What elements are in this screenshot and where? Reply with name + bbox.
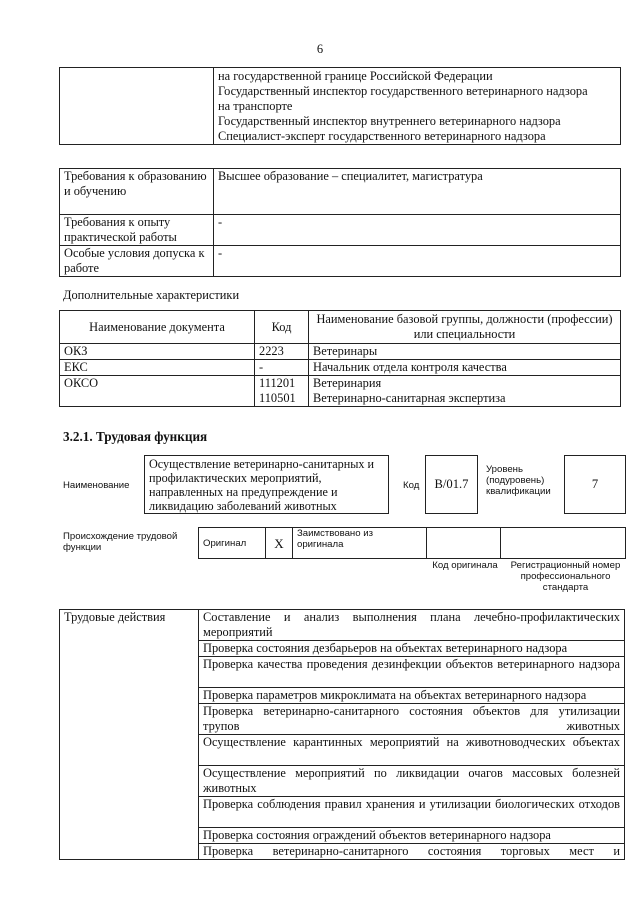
action-item: Проверка качества проведения дезинфекции объектов ветеринарного надзора bbox=[199, 657, 625, 688]
row-name: Начальник отдела контроля качества bbox=[309, 360, 621, 376]
position-line: Государственный инспектор государственного ветеринарного надзора bbox=[218, 84, 588, 98]
action-item: Проверка ветеринарно-санитарного состояния торговых мест и bbox=[199, 844, 625, 860]
requirement-value: - bbox=[214, 215, 621, 246]
actions-table bbox=[59, 609, 625, 860]
action-item: Составление и анализ выполнения плана лечебно-профилактических мероприятий bbox=[199, 610, 625, 641]
requirement-label: Требования к образованию и обучению bbox=[60, 169, 214, 215]
name-label: Наименование bbox=[63, 480, 130, 491]
requirement-label: Особые условия допуска к работе bbox=[60, 246, 214, 277]
header-doc: Наименование документа bbox=[60, 311, 255, 344]
level-box bbox=[564, 455, 626, 514]
level-label: Уровень (подуровень) квалификации bbox=[486, 464, 551, 497]
requirement-label: Требования к опыту практической работы bbox=[60, 215, 214, 246]
position-line: Государственный инспектор внутреннего ветеринарного надзора bbox=[218, 114, 561, 128]
code-original-cell bbox=[427, 528, 501, 559]
requirement-value: - bbox=[214, 246, 621, 277]
action-item: Осуществление карантинных мероприятий на животноводческих объектах bbox=[199, 735, 625, 766]
positions-empty-cell bbox=[60, 68, 214, 145]
requirement-value: Высшее образование – специалитет, магистратура bbox=[214, 169, 621, 215]
action-item: Проверка ветеринарно-санитарного состояния объектов для утилизации трупов животных bbox=[199, 704, 625, 735]
row-doc: ОКСО bbox=[60, 376, 255, 407]
code-label: Код bbox=[403, 480, 420, 491]
origin-table bbox=[198, 527, 626, 559]
position-line: на государственной границе Российской Федерации bbox=[218, 69, 493, 83]
function-code-value: B/01.7 bbox=[434, 477, 469, 491]
borrowed-label: Заимствовано из оригинала bbox=[293, 528, 427, 559]
row-code: 111201 110501 bbox=[255, 376, 309, 407]
positions-table bbox=[59, 67, 621, 145]
additional-title: Дополнительные характеристики bbox=[63, 288, 240, 302]
row-name: Ветеринария Ветеринарно-санитарная экспертиза bbox=[309, 376, 621, 407]
action-item: Осуществление мероприятий по ликвидации очагов массовых болезней животных bbox=[199, 766, 625, 797]
row-code: - bbox=[255, 360, 309, 376]
action-item: Проверка состояния ограждений объектов ветеринарного надзора bbox=[199, 828, 625, 844]
action-item: Проверка состояния дезбарьеров на объектах ветеринарного надзора bbox=[199, 641, 625, 657]
function-name-value: Осуществление ветеринарно-санитарных и профилактических мероприятий, направленных на предупреждение и ликвидацию заболеваний животных bbox=[149, 457, 375, 513]
function-heading: 3.2.1. Трудовая функция bbox=[63, 429, 208, 444]
position-line: на транспорте bbox=[218, 99, 293, 113]
row-doc: ОКЗ bbox=[60, 344, 255, 360]
row-doc: ЕКС bbox=[60, 360, 255, 376]
header-code: Код bbox=[255, 311, 309, 344]
origin-label: Происхождение трудовой функции bbox=[63, 531, 178, 553]
action-item: Проверка соблюдения правил хранения и утилизации биологических отходов bbox=[199, 797, 625, 828]
original-mark: X bbox=[266, 528, 293, 559]
reg-number-caption: Регистрационный номер профессионального стандарта bbox=[510, 560, 621, 593]
positions-list bbox=[214, 68, 621, 145]
row-code: 2223 bbox=[255, 344, 309, 360]
page-number: 6 bbox=[316, 42, 324, 56]
original-label: Оригинал bbox=[199, 528, 266, 559]
header-name: Наименование базовой группы, должности (профессии) или специальности bbox=[309, 311, 621, 344]
row-name: Ветеринары bbox=[309, 344, 621, 360]
level-value: 7 bbox=[591, 477, 599, 491]
code-original-caption: Код оригинала bbox=[432, 560, 498, 571]
function-name-box bbox=[144, 455, 389, 514]
reg-number-cell bbox=[501, 528, 626, 559]
actions-label: Трудовые действия bbox=[60, 610, 199, 860]
additional-table bbox=[59, 310, 621, 407]
action-item: Проверка параметров микроклимата на объектах ветеринарного надзора bbox=[199, 688, 625, 704]
requirements-table bbox=[59, 168, 621, 277]
function-code-box bbox=[425, 455, 478, 514]
position-line: Специалист-эксперт государственного ветеринарного надзора bbox=[218, 129, 546, 143]
